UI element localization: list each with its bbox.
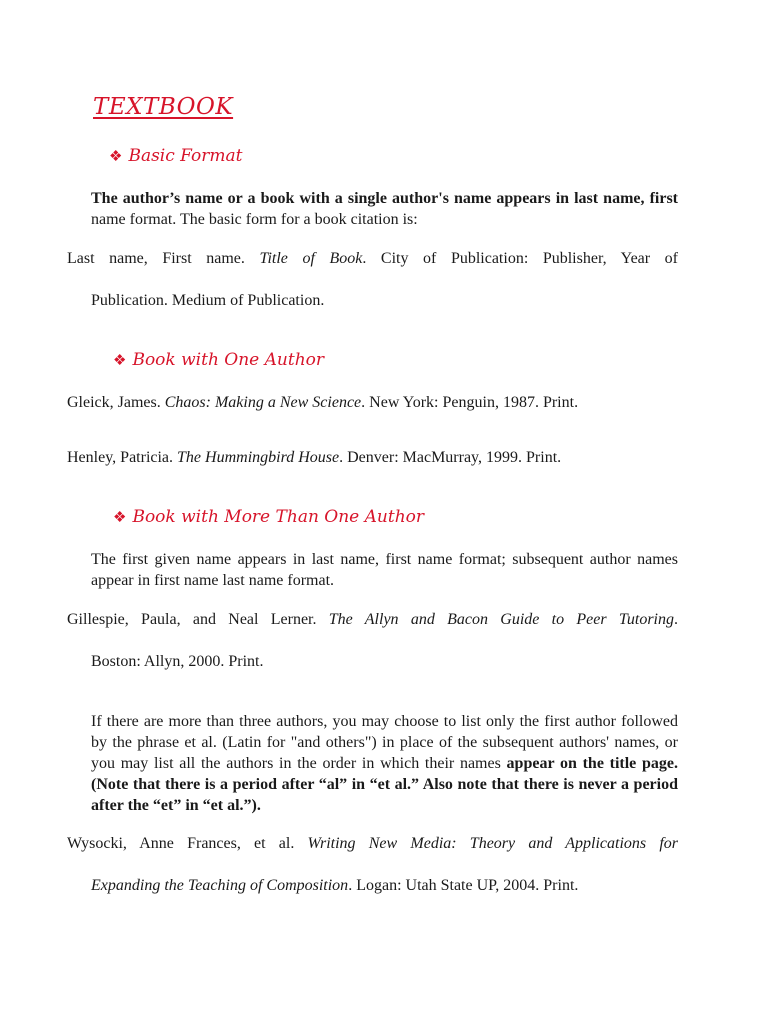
- para-bold-text: appear on the title page. (Note that there is a period after “al” in “et al.” Also note that there is never a period after the “et” in “et al.”).: [91, 755, 678, 814]
- citation-text: . New York: Penguin, 1987. Print.: [361, 394, 579, 411]
- citation-title: The Allyn and Bacon Guide to Peer Tutoring: [328, 611, 674, 628]
- one-author-example-2: [67, 447, 561, 468]
- citation-text: .: [674, 611, 678, 628]
- heading-basic-format: [109, 146, 242, 166]
- page-title: TEXTBOOK: [93, 94, 234, 120]
- more-authors-example-1-line2: Boston: Allyn, 2000. Print.: [91, 653, 264, 670]
- citation-title: Writing New Media: Theory and Applications for: [307, 835, 678, 852]
- basic-citation-line1: [67, 248, 678, 269]
- citation-text: Wysocki, Anne Frances, et al.: [67, 835, 308, 852]
- intro-bold-text: The author’s name or a book with a single author's name appears in last name, first: [91, 190, 678, 207]
- one-author-example-1: [67, 392, 578, 413]
- basic-citation-line2: Publication. Medium of Publication.: [91, 292, 325, 309]
- more-authors-example-2-line1: [67, 833, 678, 854]
- more-authors-para-2: [91, 711, 678, 816]
- citation-text: Gleick, James.: [67, 394, 165, 411]
- basic-format-intro: [91, 188, 678, 230]
- citation-text: Henley, Patricia.: [67, 449, 178, 466]
- diamond-bullet-icon: ❖: [113, 351, 127, 369]
- para-text: If there are more than three authors, you may choose to list only the first author followed by the phrase et al. (Latin for "and others") in place of the subsequent authors' names, or you may list all the authors in the order in which their names: [91, 713, 678, 772]
- diamond-bullet-icon: ❖: [109, 147, 123, 165]
- citation-title: Title of Book: [259, 250, 363, 267]
- citation-text: Gillespie, Paula, and Neal Lerner.: [67, 611, 329, 628]
- citation-text: . Logan: Utah State UP, 2004. Print.: [348, 877, 579, 894]
- heading-text: Book with More Than One Author: [132, 507, 425, 527]
- more-authors-example-2-line2: [91, 875, 578, 896]
- citation-text: . Denver: MacMurray, 1999. Print.: [339, 449, 562, 466]
- diamond-bullet-icon: ❖: [113, 508, 127, 526]
- citation-text: . City of Publication: Publisher, Year of: [362, 250, 678, 267]
- more-authors-example-1-line1: [67, 609, 678, 630]
- heading-one-author: [113, 350, 324, 370]
- citation-text: Last name, First name.: [67, 250, 260, 267]
- citation-title: Expanding the Teaching of Composition: [91, 877, 349, 894]
- more-authors-para-1: The first given name appears in last name, first name format; subsequent author names appear in first name last name format.: [91, 551, 678, 589]
- intro-rest-text: name format. The basic form for a book citation is:: [91, 211, 418, 228]
- heading-text: Book with One Author: [132, 350, 325, 370]
- heading-more-authors: [113, 507, 424, 527]
- heading-text: Basic Format: [128, 146, 243, 166]
- citation-title: Chaos: Making a New Science: [164, 394, 362, 411]
- citation-title: The Hummingbird House: [177, 449, 340, 466]
